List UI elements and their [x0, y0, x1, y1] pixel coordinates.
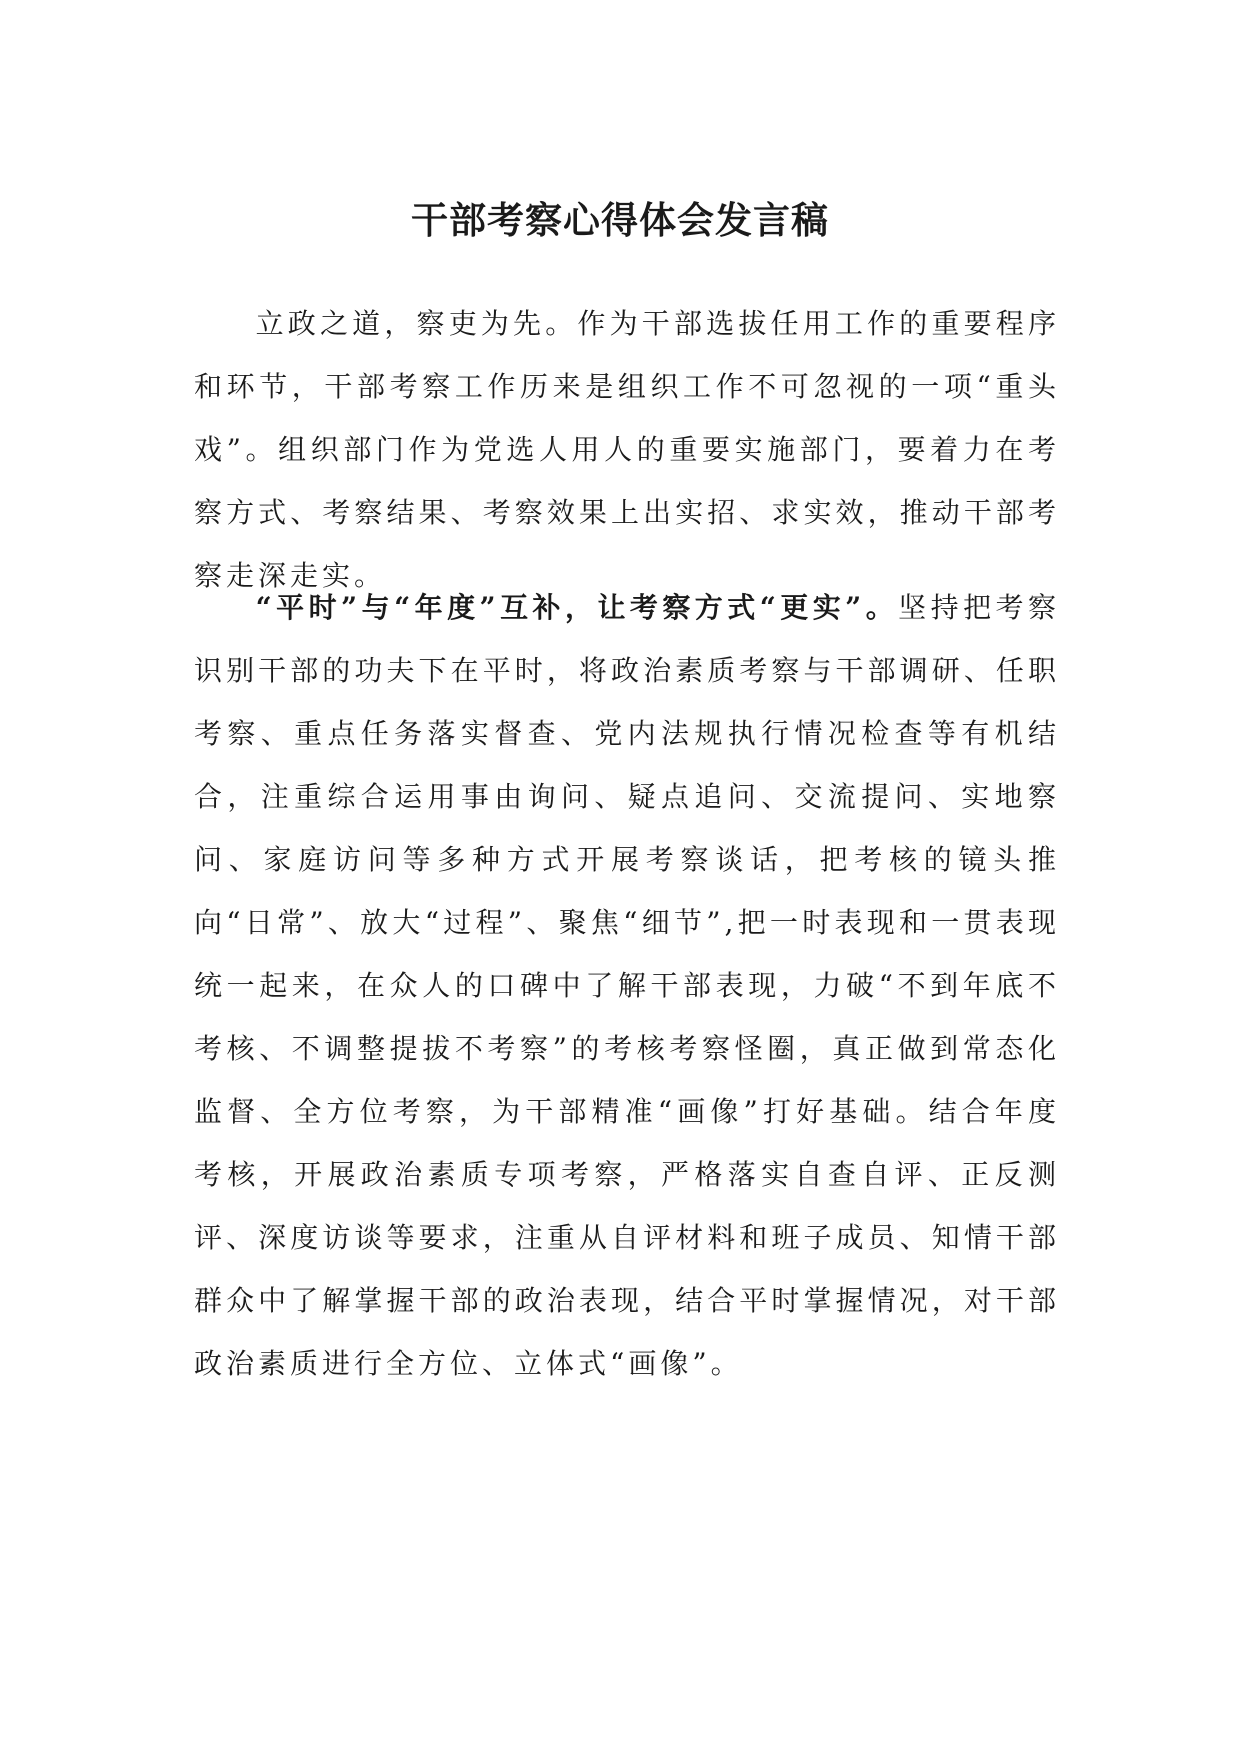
section-body: 坚持把考察识别干部的功夫下在平时，将政治素质考察与干部调研、任职考察、重点任务落实督查、党内法规执行情况检查等有机结合，注重综合运用事由询问、疑点追问、交流提问、实地察问、家庭访问等多种方式开展考察谈话，把考核的镜头推向“日常”、放大“过程”、聚焦“细节”,把一时表现和一贯表现统一起来，在众人的口碑中了解干部表现，力破“不到年底不考核、不调整提拔不考察”的考核考察怪圈，真正做到常态化监督、全方位考察，为干部精准“画像”打好基础。结合年度考核，开展政治素质专项考察，严格落实自查自评、正反测评、深度访谈等要求，注重从自评材料和班子成员、知情干部群众中了解掌握干部的政治表现，结合平时掌握情况，对干部政治素质进行全方位、立体式“画像”。: [194, 591, 1060, 1380]
paragraph-intro: 立政之道，察吏为先。作为干部选拔任用工作的重要程序和环节，干部考察工作历来是组织工作不可忽视的一项“重头戏”。组织部门作为党选人用人的重要实施部门，要着力在考察方式、考察结果、考察效果上出实招、求实效，推动干部考察走深走实。: [194, 307, 1060, 592]
section-heading: “平时”与“年度”互补，让考察方式“更实”。: [255, 591, 899, 624]
paragraph-section-1: [194, 576, 1060, 1395]
document-title: 干部考察心得体会发言稿: [411, 198, 829, 242]
